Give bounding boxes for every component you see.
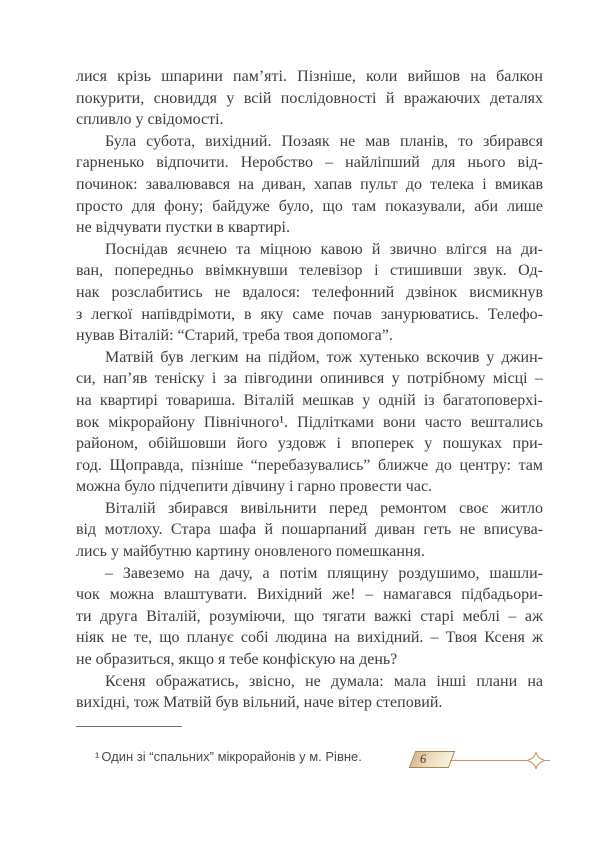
text-line: – Завеземо на дачу, а потім плящину роздушимо, шашли- bbox=[105, 564, 543, 582]
text-line: від мотлоху. Стара шафа й пошарпаний диван геть не вписува- bbox=[76, 521, 543, 539]
text-line: лись у майбутню картину оновленого помешкання. bbox=[76, 543, 425, 561]
text-line: лися крізь шпарини пам’яті. Пізніше, коли вийшов на балкон bbox=[76, 68, 543, 85]
paragraph bbox=[76, 671, 543, 714]
text-line: Матвій був легким на підйом, тож хутенько вскочив у джин- bbox=[105, 348, 543, 366]
text-line: чок можна влаштувати. Вихідний же! – намагався підбадьори- bbox=[76, 586, 543, 604]
page-number-decoration bbox=[408, 751, 554, 770]
paragraph bbox=[76, 347, 543, 498]
four-pointed-star-icon bbox=[527, 752, 545, 769]
text-line: вихідні, тож Матвій був вільний, наче вітер степовий. bbox=[76, 694, 443, 712]
text-line: можна було підчепити дівчину і гарно провести час. bbox=[76, 478, 433, 496]
page-number-badge bbox=[409, 751, 456, 768]
text-line: на квартирі товариша. Віталій мешкав у одній із багатоповерхі- bbox=[76, 391, 543, 409]
text-line: год. Щоправда, пізніше “перебазувались” ближче до центру: там bbox=[76, 456, 543, 474]
ornament-line bbox=[450, 751, 554, 770]
text-line: ван, попередньо ввімкнувши телевізор і стишивши звук. Од- bbox=[76, 262, 543, 280]
text-line: не образиться, якщо я тебе конфіскую на день? bbox=[76, 651, 398, 669]
page-number: 6 bbox=[420, 752, 427, 766]
text-line: ти друга Віталій, розуміючи, що тягати важкі старі меблі – аж bbox=[76, 607, 543, 625]
paragraph bbox=[76, 498, 543, 563]
footnote-text: Один зі “спальних” мікрорайонів у м. Рівне. bbox=[101, 749, 362, 764]
body-text bbox=[76, 66, 543, 714]
text-line: нак розслабитись не вдалося: телефонний дзвінок висмикнув bbox=[76, 283, 543, 301]
text-line: спливло у свідомості. bbox=[76, 111, 224, 129]
text-line: покурити, сновиддя у всій послідовності й вражаючих деталях bbox=[76, 89, 543, 107]
text-line: починок: завалювався на диван, хапав пульт до телека і вмикав bbox=[76, 175, 543, 193]
text-line: си, нап’яв теніску і за півгодини опинився у потрібному місці – bbox=[76, 370, 543, 388]
text-line: нував Віталій: “Старий, треба твоя допомога”. bbox=[76, 327, 393, 345]
text-line: Ксеня ображатись, звісно, не думала: мала інші плани на bbox=[105, 672, 543, 690]
text-line: не відчувати пустки в квартирі. bbox=[76, 219, 290, 237]
footnote-marker: ¹ bbox=[95, 749, 100, 764]
text-line: Поснідав яєчнею та міцною кавою й звично влігся на ди- bbox=[105, 240, 543, 258]
text-line: Була субота, вихідний. Позаяк не мав планів, то збирався bbox=[105, 132, 543, 150]
paragraph bbox=[76, 239, 543, 347]
text-line: вок мікрорайону Північного¹. Підлітками вони часто вештались bbox=[76, 413, 543, 431]
footnote-divider bbox=[76, 726, 182, 727]
text-line: Віталій збирався вивільнити перед ремонтом своє житло bbox=[105, 499, 543, 517]
text-line: районом, обійшовши його уздовж і впоперек у пошуках при- bbox=[76, 435, 543, 453]
text-line: з легкої напівдрімоти, в яку саме почав занурюватись. Телефо- bbox=[76, 305, 543, 323]
text-line: просто для фону; байдуже було, що там показували, аби лише bbox=[76, 197, 543, 215]
paragraph bbox=[76, 131, 543, 239]
paragraph bbox=[76, 66, 543, 131]
text-line: гарненько відпочити. Неробство – найліпший для нього від- bbox=[76, 154, 543, 172]
text-line: ніяк не те, що планує собі людина на вихідний. – Твоя Ксеня ж bbox=[76, 629, 543, 647]
paragraph bbox=[76, 563, 543, 671]
